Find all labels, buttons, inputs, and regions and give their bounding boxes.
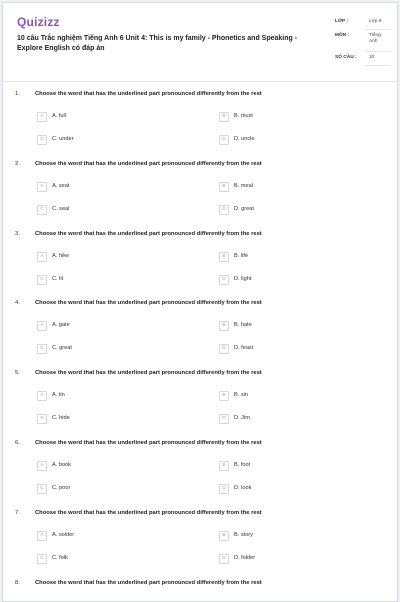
worksheet-meta <box>335 17 391 67</box>
option-text: B. hate <box>234 322 252 329</box>
option-text: A. gate <box>52 322 70 329</box>
question-text: Choose the word that has the underlined part pronounced differently from the rest <box>35 91 262 97</box>
option-letter-badge: B <box>219 391 229 401</box>
question-text: Choose the word that has the underlined part pronounced differently from the rest <box>35 579 262 586</box>
meta-divider <box>365 29 391 30</box>
option-letter-badge: A <box>37 112 47 122</box>
answer-option-a[interactable] <box>37 252 157 261</box>
option-text: C. lit <box>52 275 64 282</box>
answer-option-c[interactable] <box>37 135 157 144</box>
question-text: Choose the word that has the underlined part pronounced differently from the rest <box>35 440 262 446</box>
worksheet-header <box>3 3 397 82</box>
answer-option-b[interactable] <box>219 461 339 470</box>
meta-key: SỐ CÂU : <box>335 55 357 60</box>
option-letter-badge: A <box>37 461 47 471</box>
option-text: C. folk <box>52 554 68 561</box>
answer-option-d[interactable] <box>219 205 339 214</box>
option-text: D. light <box>234 275 252 282</box>
worksheet-page <box>2 2 398 602</box>
answer-option-b[interactable] <box>219 321 339 330</box>
answer-option-a[interactable] <box>37 321 157 330</box>
answer-option-a[interactable] <box>37 461 157 470</box>
option-letter-badge: C <box>37 205 47 215</box>
meta-value: 10 <box>369 55 375 60</box>
answer-option-a[interactable] <box>37 391 157 400</box>
option-letter-badge: D <box>219 205 229 215</box>
option-text: C. hide <box>52 415 70 422</box>
meta-divider <box>365 65 391 66</box>
question-item <box>3 510 397 580</box>
question-text: Choose the word that has the underlined part pronounced differently from the rest <box>35 230 262 237</box>
option-letter-badge: A <box>37 252 47 262</box>
option-text: D. Jim <box>234 415 250 422</box>
question-text: Choose the word that has the underlined part pronounced differently from the rest <box>35 160 262 167</box>
answer-option-a[interactable] <box>37 531 157 540</box>
question-number: 2. <box>15 160 20 167</box>
option-text: D. feast <box>234 345 254 352</box>
question-number: 7. <box>15 509 20 516</box>
option-letter-badge: C <box>37 275 47 285</box>
option-text: A. full <box>52 113 66 119</box>
answer-option-d[interactable] <box>219 414 339 423</box>
option-letter-badge: D <box>219 344 229 354</box>
option-text: B. sin <box>234 392 248 399</box>
answer-option-c[interactable] <box>37 414 157 423</box>
answer-option-c[interactable] <box>37 554 157 563</box>
question-item <box>3 370 397 440</box>
quizizz-logo: Quizizz <box>17 15 60 29</box>
option-letter-badge: B <box>219 321 229 331</box>
meta-row-class <box>335 17 391 31</box>
answer-option-d[interactable] <box>219 554 339 563</box>
answer-option-b[interactable] <box>219 391 339 400</box>
option-letter-badge: D <box>219 414 229 424</box>
option-letter-badge: A <box>37 321 47 331</box>
option-letter-badge: C <box>37 344 47 354</box>
answer-option-d[interactable] <box>219 275 339 284</box>
answer-option-a[interactable] <box>37 182 157 191</box>
option-text: B. must <box>234 113 253 119</box>
answer-option-c[interactable] <box>37 275 157 284</box>
option-text: B. story <box>234 531 253 538</box>
question-item <box>3 91 397 161</box>
meta-divider <box>365 51 391 52</box>
worksheet-title: 10 câu Trắc nghiệm Tiếng Anh 6 Unit 4: This is my family - Phonetics and Speaking - Explore English có đáp án <box>17 35 298 52</box>
option-letter-badge: A <box>37 391 47 401</box>
option-letter-badge: D <box>219 275 229 285</box>
option-letter-badge: B <box>219 461 229 471</box>
option-text: B. meal <box>234 182 253 189</box>
answer-option-b[interactable] <box>219 531 339 540</box>
option-text: C. poor <box>52 485 71 491</box>
question-number: 4. <box>15 300 20 307</box>
option-text: A. hike <box>52 252 70 259</box>
answer-option-a[interactable] <box>37 112 157 121</box>
question-item <box>3 231 397 301</box>
answer-option-c[interactable] <box>37 484 157 493</box>
option-text: A. solder <box>52 531 75 538</box>
option-letter-badge: D <box>219 554 229 564</box>
question-item <box>3 440 397 510</box>
answer-option-b[interactable] <box>219 182 339 191</box>
answer-option-c[interactable] <box>37 344 157 353</box>
option-text: C. under <box>52 136 74 142</box>
answer-option-d[interactable] <box>219 484 339 493</box>
option-letter-badge: C <box>37 484 47 494</box>
option-letter-badge: B <box>219 531 229 541</box>
question-item <box>3 161 397 231</box>
option-letter-badge: B <box>219 252 229 262</box>
answer-option-d[interactable] <box>219 344 339 353</box>
meta-key: LỚP : <box>335 19 349 24</box>
option-letter-badge: A <box>37 182 47 192</box>
option-letter-badge: B <box>219 182 229 192</box>
option-text: C. great <box>52 345 72 352</box>
answer-option-b[interactable] <box>219 252 339 261</box>
option-text: C. seal <box>52 205 70 212</box>
meta-key: MÔN : <box>335 33 350 38</box>
answer-option-b[interactable] <box>219 112 339 121</box>
question-text: Choose the word that has the underlined part pronounced differently from the rest <box>35 509 262 516</box>
question-text: Choose the word that has the underlined part pronounced differently from the rest <box>35 370 262 377</box>
question-number: 6. <box>15 440 20 446</box>
option-text: A. book <box>52 462 71 468</box>
option-text: D. folder <box>234 554 256 561</box>
option-text: D. look <box>234 485 252 491</box>
meta-value: Tiếng Anh <box>369 33 381 44</box>
option-text: A. seat <box>52 182 70 189</box>
option-text: D. uncle <box>234 136 255 142</box>
option-text: D. great <box>234 205 254 212</box>
answer-option-d[interactable] <box>219 135 339 144</box>
option-letter-badge: B <box>219 112 229 122</box>
option-letter-badge: D <box>219 484 229 494</box>
question-text: Choose the word that has the underlined part pronounced differently from the rest <box>35 300 262 307</box>
question-number: 3. <box>15 230 20 237</box>
answer-option-c[interactable] <box>37 205 157 214</box>
question-number: 8. <box>15 579 20 586</box>
option-text: A. tin <box>52 392 65 399</box>
option-text: B. foot <box>234 462 251 468</box>
option-text: B. life <box>234 252 248 259</box>
meta-row-subject <box>335 31 391 53</box>
option-letter-badge: C <box>37 135 47 145</box>
meta-row-count <box>335 53 391 67</box>
question-item <box>3 300 397 370</box>
option-letter-badge: A <box>37 531 47 541</box>
question-number: 1. <box>15 91 20 97</box>
question-item <box>3 580 397 602</box>
option-letter-badge: C <box>37 414 47 424</box>
question-number: 5. <box>15 370 20 377</box>
option-letter-badge: C <box>37 554 47 564</box>
option-letter-badge: D <box>219 135 229 145</box>
meta-value: Lớp 6 <box>369 19 382 24</box>
